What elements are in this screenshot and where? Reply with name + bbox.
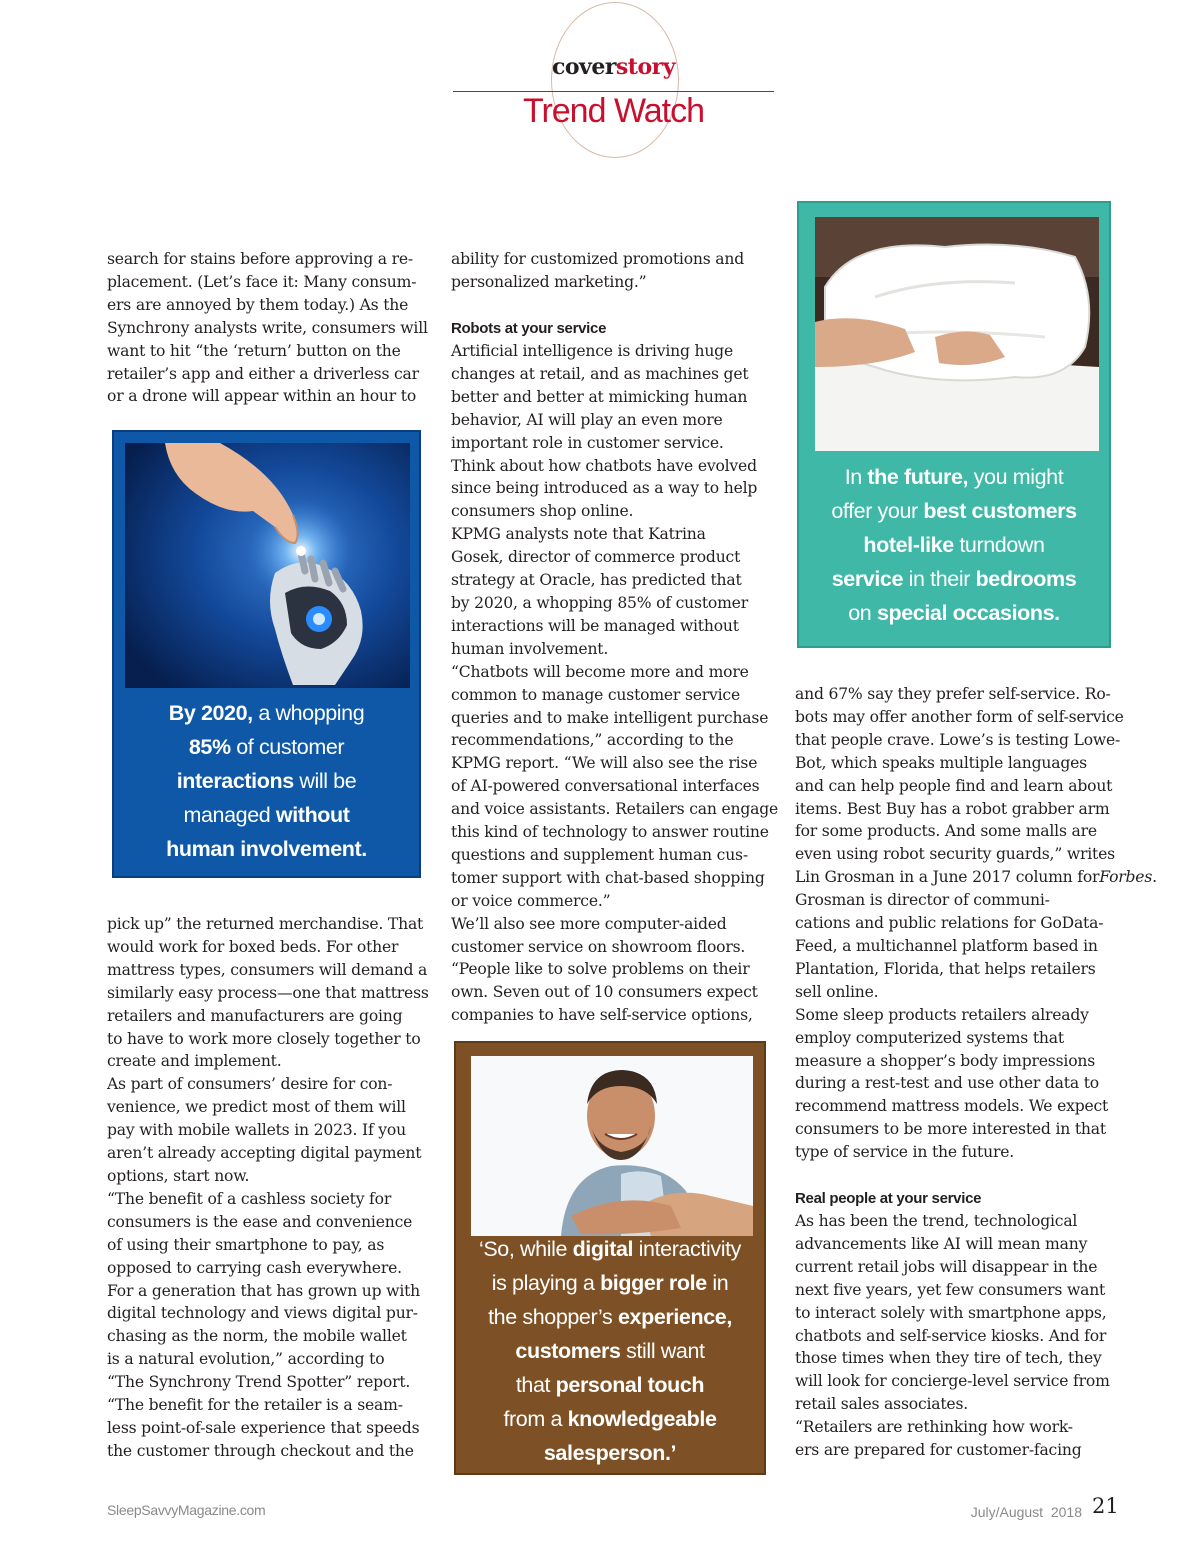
heading-robots: Robots at your service	[451, 320, 607, 337]
col1-paragraph-bottom: pick up” the returned merchandise. That would work for boxed beds. For other mattress types, consumers will demand a similarly easy process—one that mattress retailers and manufacturers are going to have to work more closely together to create and implement. As part of consumers’ desire for con- venience, we predict most of them will pay with mobile wallets in 2023. If you aren’t already accepting digital payment options, start now. “The benefit of a cashless society for consumers is the ease and convenience of using their smartphone to pay, as opposed to carrying cash everywhere. For a generation that has grown up with digital technology and views digital pur- chasing as the norm, the mobile wallet is a natural evolution,” according to “The Synchrony Trend Spotter” report. “The benefit for the retailer is a seam- less point-of-sale experience that speeds the customer through checkout and the	[107, 915, 429, 1460]
quote-blue-text: a whopping	[252, 701, 365, 725]
quote-brown-bold: experience,	[617, 1305, 732, 1329]
quote-teal-text: offer your	[831, 499, 924, 523]
quote-teal-bold: service	[831, 567, 904, 591]
quote-brown-text: the shopper’s	[488, 1305, 618, 1329]
cover-label-part2: story	[615, 54, 676, 80]
col3-text-a: and 67% say they prefer self-service. Ro- bots may offer another form of self-service that people crave. Lowe’s is testing Lowe- Bot, which speaks multiple languages and can help people find and learn about items. Best Buy has a robot grabber arm for some products. And some malls are even using robot security guards,” writes Lin Grosman in a June 2017 column for	[795, 685, 1124, 887]
quote-teal-bold: the future,	[867, 465, 969, 489]
quote-brown-text: from a	[503, 1407, 568, 1431]
quote-teal-text: turndown	[953, 533, 1045, 557]
cover-label-part1: cover	[551, 54, 616, 80]
forbes-italic: Forbes	[1099, 868, 1153, 887]
cover-story-label	[453, 54, 774, 80]
quote-brown-bold: salesperson.’	[543, 1441, 677, 1465]
quote-teal-bold: special occasions.	[876, 601, 1060, 625]
quote-teal-text: on	[848, 601, 877, 625]
quote-brown-bold: personal touch	[555, 1373, 705, 1397]
quote-teal-bold: bedrooms	[975, 567, 1077, 591]
quote-blue-bold: interactions	[176, 769, 294, 793]
col3-paragraph-top	[795, 683, 1200, 1164]
quote-teal-bold: best customers	[923, 499, 1077, 523]
quote-brown-bold: bigger role	[600, 1271, 707, 1295]
footer-site: SleepSavvyMagazine.com	[107, 1502, 266, 1518]
sidebar-personal-quote	[464, 1232, 756, 1470]
robot-hand-illustration	[125, 443, 410, 688]
quote-blue-bold: human involvement.	[166, 837, 367, 861]
col2-paragraph-main: Artificial intelligence is driving huge changes at retail, and as machines get better and better at mimicking human behavior, AI will play an even more important role in customer service. Think about how chatbots have evolved since being introduced as a way to help consumers shop online. KPMG analysts note that Katrina Gosek, director of commerce product strategy at Oracle, has predicted that by 2020, a whopping 85% of customer interactions will be managed without human involvement. “Chatbots will become more and more common to manage customer service queries and to make intelligent purchase recommendations,” according to the KPMG report. “We will also see the rise of AI-powered conversational interfaces and voice assistants. Retailers can engage this kind of technology to answer routine questions and supplement human cus- tomer support with chat-based shopping or voice commerce.” We’ll also see more computer-aided customer service on showroom floors. “People like to solve problems on their own. Seven out of 10 consumers expect companies to have self-service options,	[451, 342, 779, 1025]
quote-teal-bold: hotel-like	[863, 533, 954, 557]
quote-brown-text: in	[706, 1271, 729, 1295]
col1-paragraph-top: search for stains before approving a re- placement. (Let’s face it: Many consum- ers are annoyed by them today.) As the Synchrony analysts write, consumers will want to hit “the ‘return’ button on the retailer’s app and either a driverless car or a drone will appear within an hour to	[107, 250, 428, 406]
col3-paragraph-bottom: As has been the trend, technological advancements like AI will mean many current retail jobs will disappear in the next five years, yet few consumers want to interact solely with smartphone apps, chatbots and self-service kiosks. And for those times when they tire of tech, they will look for concierge-level service from retail sales associates. “Retailers are rethinking how work- ers are prepared for customer-facing	[795, 1212, 1110, 1460]
section-title: Trend Watch	[522, 92, 705, 130]
col2-paragraph-top: ability for customized promotions and personalized marketing.”	[451, 250, 745, 291]
quote-teal-text: In	[844, 465, 868, 489]
quote-brown-text: still want	[620, 1339, 705, 1363]
quote-brown-text: interactivity	[633, 1237, 741, 1261]
page-number: 21	[1092, 1494, 1119, 1518]
sidebar-turndown-service	[797, 201, 1111, 648]
quote-blue-bold: without	[275, 803, 350, 827]
quote-teal-text: you might	[968, 465, 1064, 489]
col3-text-b: . Grosman is director of communi- cations and public relations for GoData- Feed, a multichannel platform based in Plantation, Florida, that helps retailers sell online. Some sleep products retailers already employ computerized systems that measure a shopper’s body impressions during a rest-test and use other data to recommend mattress models. We expect consumers to be more interested in that type of service in the future.	[795, 868, 1157, 1162]
sidebar-robot-quote	[122, 696, 411, 866]
quote-brown-text: ‘So, while	[478, 1237, 573, 1261]
quote-blue-text: managed	[183, 803, 276, 827]
quote-blue-text: will be	[293, 769, 357, 793]
sidebar-turndown-quote	[807, 460, 1101, 630]
quote-blue-bold: By 2020,	[168, 701, 253, 725]
pillow-photo	[815, 217, 1099, 451]
sidebar-personal-touch	[454, 1041, 766, 1475]
quote-blue-text: of customer	[230, 735, 345, 759]
quote-brown-bold: digital	[572, 1237, 634, 1261]
sidebar-robot-ai	[112, 430, 421, 878]
quote-brown-text: is playing a	[491, 1271, 601, 1295]
footer-issue-date: July/August 2018	[970, 1504, 1082, 1520]
quote-blue-bold: 85%	[188, 735, 231, 759]
heading-real-people: Real people at your service	[795, 1190, 982, 1207]
quote-teal-text: in their	[903, 567, 976, 591]
masthead-circle	[551, 2, 679, 158]
quote-brown-bold: customers	[515, 1339, 621, 1363]
quote-brown-text: that	[515, 1373, 556, 1397]
quote-brown-bold: knowledgeable	[567, 1407, 717, 1431]
